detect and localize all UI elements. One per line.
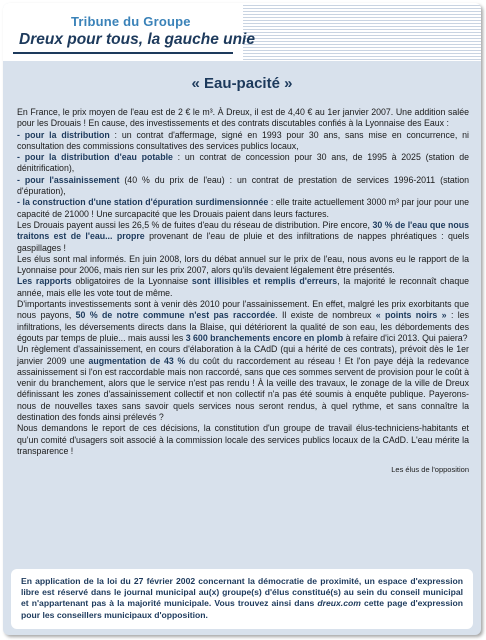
- site-link[interactable]: dreux.com: [317, 598, 361, 609]
- tribune-page: [3, 3, 481, 635]
- list-item-sanitation: - pour l'assainissement (40 % du prix de l'eau) : un contrat de prestation de services 1996-2011 (station d'épuration),: [17, 174, 469, 197]
- list-item-distribution: - pour la distribution : un contrat d'affermage, signé en 1993 pour 30 ans, sans mise en concurrence, ni consultation des commissions consultatives des services publics locaux,: [17, 129, 469, 151]
- title-underline: [13, 52, 233, 54]
- header-stripes-decoration: [243, 3, 481, 61]
- list-item-treatment-plant: - la construction d'une station d'épuration surdimensionnée : elle traite actuellement 3000 m³ par jour pour une capacité de 21000 ! Une surcapacité que les Drouais paient dans leurs factures.: [17, 197, 469, 219]
- page-header: [3, 3, 481, 61]
- paragraph-investments: D'importants investissements sont à venir dès 2010 pour l'assainissement. En effet, malgré les prix exorbitants que nous payons, 50 % de notre commune n'est pas raccordée. Il existe de nombreux « points noirs » : les infiltrations, les déversements directs dans la Blaise, qui détériorent la qualité de son eau, les débordements des égouts par temps de pluie... mais aussi les 3 600 branchements encore en plomb à refaire d'ici 2013. Qui paiera?: [17, 299, 470, 343]
- signature: Les élus de l'opposition: [391, 465, 469, 475]
- legal-notice-text-end: cette page d'expression pour les conseillers municipaux d'opposition.: [21, 598, 464, 620]
- paragraph-leaks: Les Drouais payent aussi les 26,5 % de fuites d'eau du réseau de distribution. Pire encore, 30 % de l'eau que nous traitons est de l'eau... propre provenant de l'eau de pluie et des infiltrations de nappes phréatiques : quels gaspillages !: [17, 219, 469, 253]
- group-title: Dreux pour tous, la gauche unie: [19, 31, 255, 48]
- paragraph-information: Les élus sont mal informés. En juin 2008, lors du débat annuel sur le prix de l'eau, nous avons eu le rapport de la Lyonnaise pour 2006, mais rien sur les prix 2007, alors qu'ils devaient légalement être présentés.: [17, 253, 469, 276]
- article-body: [17, 107, 469, 476]
- list-item-potable-water: - pour la distribution d'eau potable : un contrat de concession pour 30 ans, de 1995 à 2025 (station de dénitrification),: [17, 152, 470, 174]
- paragraph-intro: En France, le prix moyen de l'eau est de 2 € le m³. À Dreux, il est de 4,40 € au 1er janvier 2007. Une addition salée pour les Drouais ! En cause, des investissements et des contrats discutables confiés à la Lyonnaise des Eaux :: [17, 107, 469, 129]
- paragraph-reports: Les rapports obligatoires de la Lyonnaise sont illisibles et remplis d'erreurs, la majorité le reconnaît chaque année, mais elle les vote tout de même.: [17, 276, 469, 298]
- paragraph-regulation: Un règlement d'assainissement, en cours d'élaboration à la CAdD (qui a hérité de ces contrats), prévoit dès le 1er janvier 2009 une augmentation de 43 % du coût du raccordement au réseau ! Et l'on paye déjà la redevance assainissement si l'on est raccordable mais non raccordé, sans que ces sommes servent de provision pour le coût à venir du branchement, alors que le service n'est pas rendu ! À la veille des travaux, le zonage de la ville de Dreux définissant les zones d'assainissement collectif et non collectif n'a pas été soumis à enquête publique. Payerons-nous de nouvelles taxes sans savoir quels services nous seront rendus, à quel rythme, et sans connaître la destination des fonds ainsi prélevés ?: [17, 344, 470, 423]
- section-kicker: Tribune du Groupe: [71, 14, 191, 29]
- paragraph-demands: Nous demandons le report de ces décisions, la constitution d'un groupe de travail élus-techniciens-habitants et qu'un comité d'usagers soit associé à la commission locale des services publics locaux de la CAdD. L'eau mérite la transparence !: [17, 423, 469, 456]
- article-heading: « Eau-pacité »: [191, 75, 293, 92]
- legal-notice-box: [11, 569, 473, 629]
- legal-notice-text: En application de la loi du 27 février 2002 concernant la démocratie de proximité, un espace d'expression libre est réservé dans le journal municipal au(x) groupe(s) d'élus constitué(s) au sein du conseil municipal et n'appartenant pas à la majorité municipale. Vous trouvez ainsi dans: [21, 576, 463, 609]
